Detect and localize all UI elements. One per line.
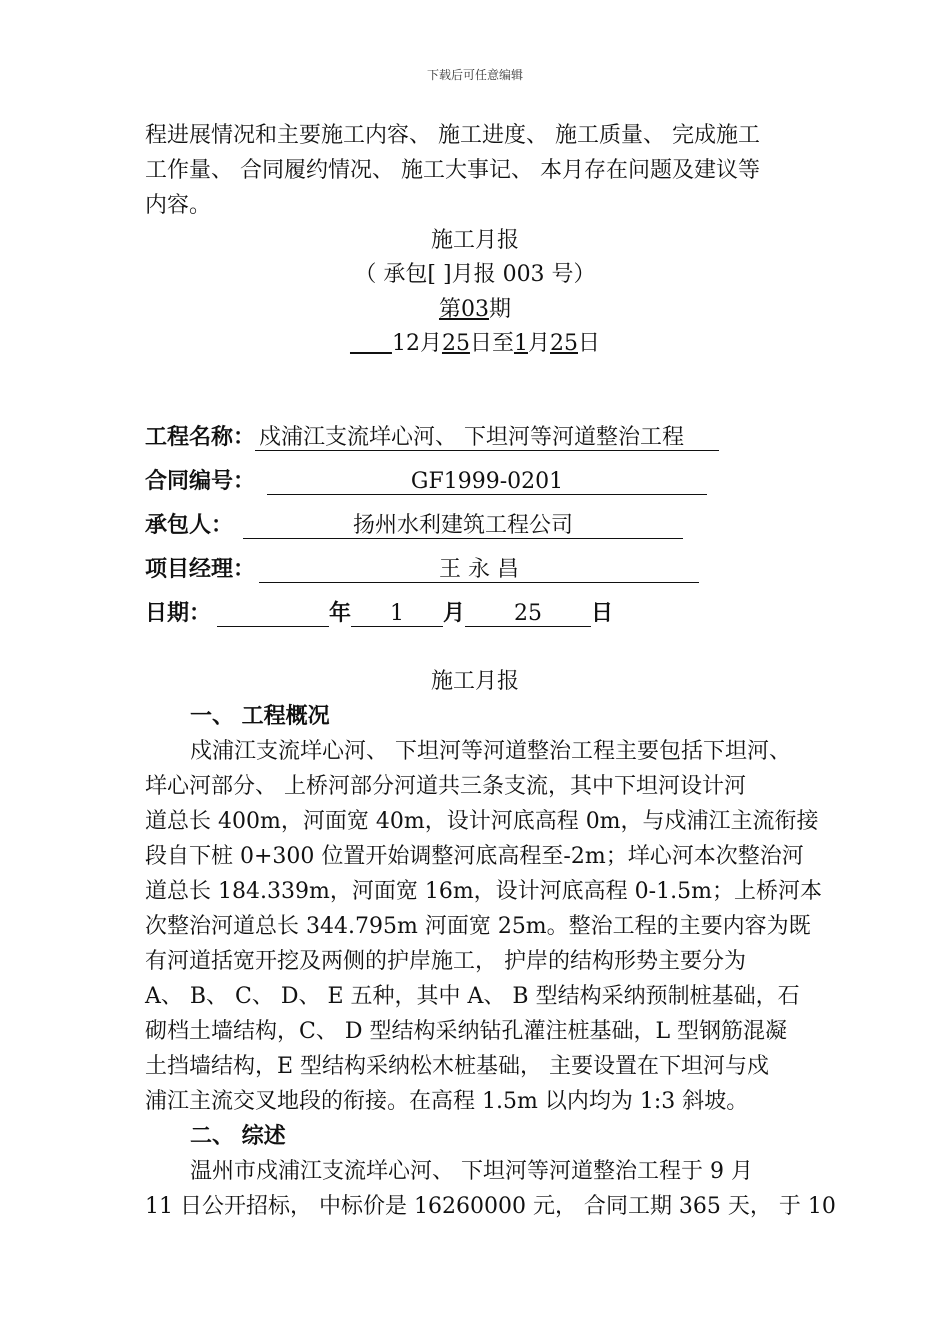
intro-line: 程进展情况和主要施工内容、 施工进度、 施工质量、 完成施工	[145, 123, 760, 148]
section-heading-overview: 一、 工程概况	[190, 704, 330, 729]
overview-line: 有河道括宽开挖及两侧的护岸施工， 护岸的结构形势主要分为	[145, 949, 746, 974]
contract-number-field	[145, 468, 707, 496]
overview-line: A、 B、 C、 D、 E 五种，其中 A、 B 型结构采纳预制桩基础，石	[145, 984, 800, 1009]
contractor-label: 承包人：	[145, 513, 234, 538]
issue-number: 第03期	[438, 297, 512, 322]
intro-line: 工作量、 合同履约情况、 施工大事记、 本月存在问题及建议等	[145, 158, 760, 183]
contract-number-value: GF1999-0201	[267, 468, 707, 495]
date-year-blank	[217, 600, 329, 627]
period-to-month: 1	[513, 331, 528, 356]
overview-line: 土挡墙结构，E 型结构采纳松木桩基础， 主要设置在下坦河与戍	[145, 1054, 770, 1079]
overview-line: 砌档土墙结构，C、 D 型结构采纳钻孔灌注桩基础，L 型钢筋混凝	[145, 1019, 788, 1044]
period-from-month: 12	[391, 331, 420, 356]
project-manager-value: 王 永 昌	[259, 556, 699, 583]
date-month-value: 1	[351, 600, 443, 627]
project-name-field	[145, 424, 719, 452]
overview-line: 垟心河部分、 上桥河部分河道共三条支流，其中下坦河设计河	[145, 774, 746, 799]
date-label: 日期：	[145, 601, 212, 626]
cover-title: 施工月报	[430, 228, 519, 253]
section-heading-summary: 二、 综述	[190, 1124, 286, 1149]
contractor-value: 扬州水利建筑工程公司	[243, 512, 683, 539]
date-day-value: 25	[465, 600, 591, 627]
project-name-label: 工程名称：	[145, 425, 256, 450]
overview-line: 戍浦江支流垟心河、 下坦河等河道整治工程主要包括下坦河、	[190, 739, 791, 764]
summary-line: 温州市戍浦江支流垟心河、 下坦河等河道整治工程于 9 月	[190, 1159, 753, 1184]
period-to-day: 25	[550, 331, 578, 356]
summary-line: 11 日公开招标， 中标价是 16260000 元， 合同工期 365 天， 于 10	[145, 1194, 836, 1219]
report-title: 施工月报	[430, 669, 519, 694]
header-note: 下载后可任意编辑	[426, 68, 523, 82]
contractor-field	[145, 512, 683, 540]
project-name-value: 戍浦江支流垟心河、 下坦河等河道整治工程	[255, 424, 719, 451]
contract-number-label: 合同编号：	[145, 469, 256, 494]
period-from-day: 25	[441, 331, 470, 356]
project-manager-label: 项目经理：	[145, 557, 256, 582]
overview-line: 浦江主流交叉地段的衔接。在高程 1.5m 以内均为 1:3 斜坡。	[145, 1089, 749, 1114]
project-manager-field	[145, 556, 699, 584]
overview-line: 段自下桩 0+300 位置开始调整河底高程至-2m；垟心河本次整治河	[145, 844, 804, 869]
overview-line: 道总长 184.339m，河面宽 16m，设计河底高程 0-1.5m；上桥河本	[145, 879, 822, 904]
overview-line: 次整治河道总长 344.795m 河面宽 25m。整治工程的主要内容为既	[145, 914, 811, 939]
intro-line: 内容。	[145, 193, 212, 218]
date-field: 日期： 年 1 月 25 日	[145, 601, 614, 626]
report-period: 12月25日至1月25日	[391, 331, 601, 356]
report-number: （ 承包[ ]月报 003 号）	[354, 262, 596, 287]
overview-line: 道总长 400m，河面宽 40m，设计河底高程 0m，与戍浦江主流衔接	[145, 809, 819, 834]
